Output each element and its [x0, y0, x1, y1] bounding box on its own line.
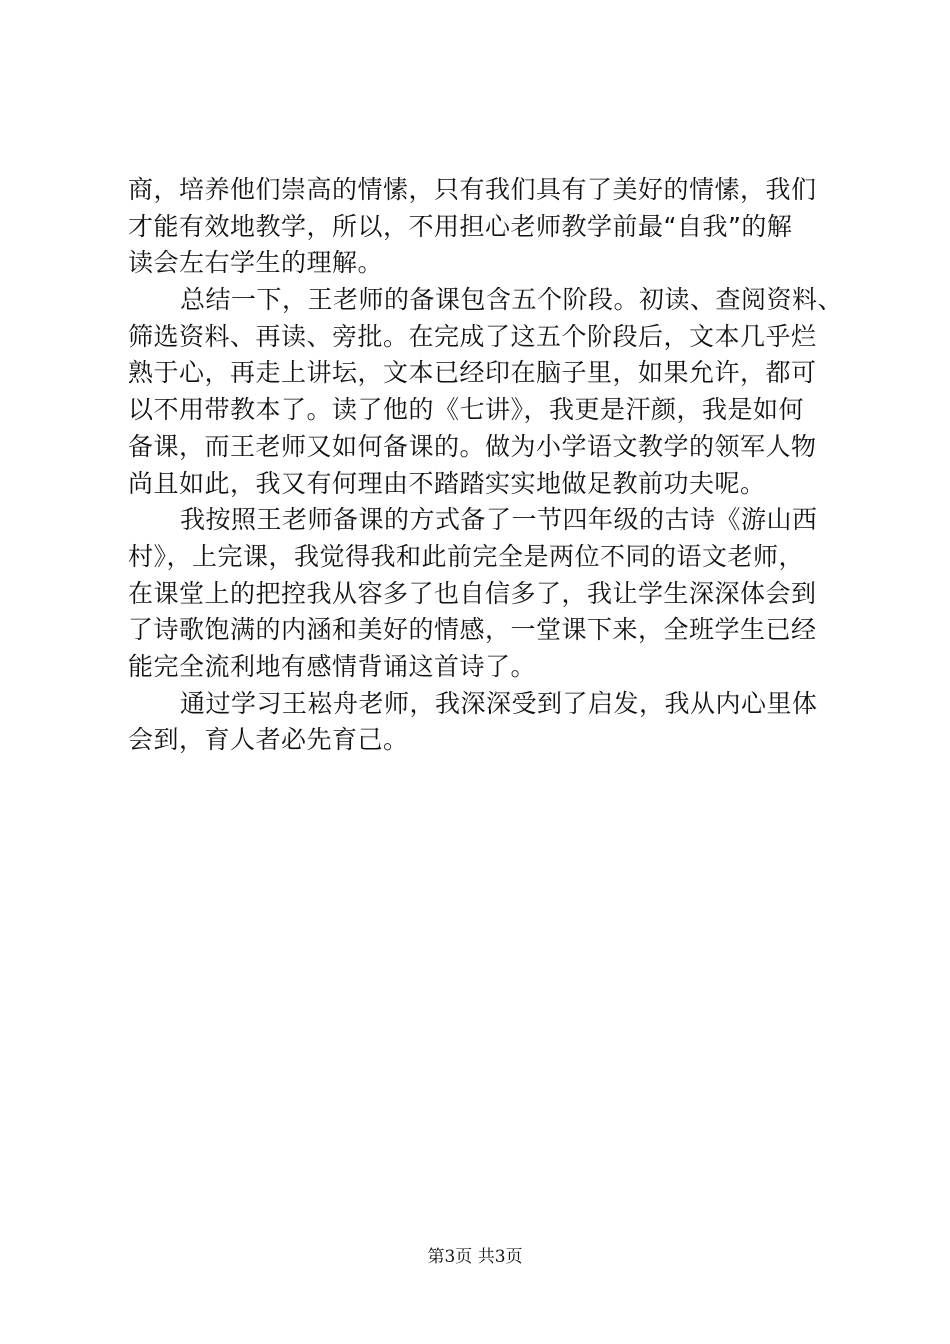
body-text [128, 172, 844, 759]
text-line: 了诗歌饱满的内涵和美好的情感，一堂课下来，全班学生已经 [128, 615, 817, 645]
text-line: 村》，上完课，我觉得我和此前完全是两位不同的语文老师， [128, 541, 805, 571]
paragraph-first-line: 总结一下，王老师的备课包含五个阶段。初读、查阅资料、 [180, 285, 844, 315]
text-line: 读会左右学生的理解。 [128, 248, 384, 278]
text-line: 备课，而王老师又如何备课的。做为小学语文教学的领军人物 [128, 431, 817, 461]
text-line: 在课堂上的把控我从容多了也自信多了，我让学生深深体会到 [128, 578, 817, 608]
page-number: 第3页 共3页 [427, 1247, 523, 1267]
text-line: 熟于心，再走上讲坛，文本已经印在脑子里，如果允许，都可 [128, 358, 817, 388]
text-line: 尚且如此，我又有何理由不踏踏实实地做足教前功夫呢。 [128, 468, 766, 498]
text-line: 能完全流利地有感情背诵这首诗了。 [128, 651, 537, 681]
paragraph-first-line: 通过学习王崧舟老师，我深深受到了启发，我从内心里体 [180, 688, 818, 718]
text-line: 商，培养他们崇高的情愫，只有我们具有了美好的情愫，我们 [128, 175, 817, 204]
paragraph-first-line: 我按照王老师备课的方式备了一节四年级的古诗《游山西 [180, 505, 818, 535]
text-line: 才能有效地教学，所以，不用担心老师教学前最“自我”的解 [128, 211, 793, 241]
text-line: 筛选资料、再读、旁批。在完成了这五个阶段后，文本几乎烂 [128, 321, 817, 351]
text-line: 以不用带教本了。读了他的《七讲》，我更是汗颜，我是如何 [128, 395, 805, 425]
text-line: 会到，育人者必先育己。 [128, 725, 409, 755]
